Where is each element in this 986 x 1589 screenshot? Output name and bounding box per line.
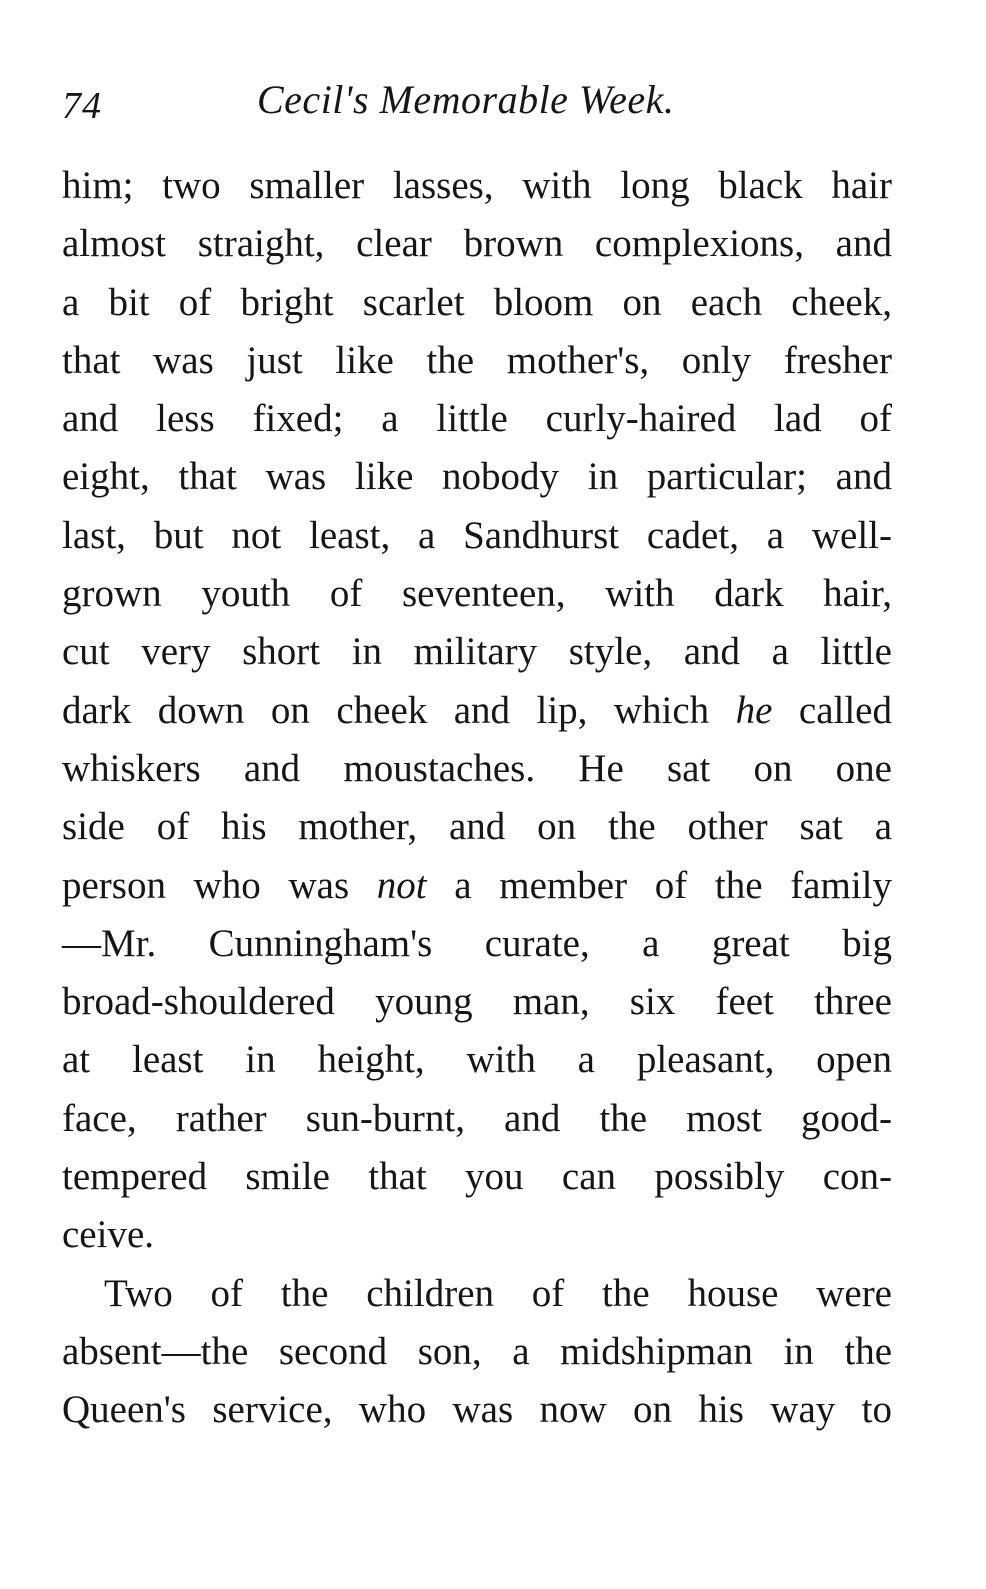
text-line bbox=[62, 682, 892, 740]
running-title: Cecil's Memorable Week. bbox=[257, 77, 675, 122]
text-line: —Mr. Cunningham's curate, a great big bbox=[62, 921, 892, 965]
text-line bbox=[62, 857, 892, 915]
text-line: last, but not least, a Sandhurst cadet, a well- bbox=[62, 513, 892, 557]
page-header bbox=[62, 70, 892, 140]
text-line: ceive. bbox=[62, 1213, 155, 1257]
paragraph bbox=[62, 1265, 892, 1440]
page-number: 74 bbox=[62, 85, 102, 127]
text-line: broad-shouldered young man, six feet three bbox=[62, 980, 892, 1024]
body-text bbox=[62, 157, 892, 1440]
text-segment: called bbox=[772, 688, 892, 732]
italic-emphasis: he bbox=[735, 688, 773, 732]
text-line: whiskers and moustaches. He sat on one bbox=[62, 746, 892, 790]
text-line: tempered smile that you can possibly con- bbox=[62, 1155, 892, 1199]
text-line: a bit of bright scarlet bloom on each cheek, bbox=[62, 280, 892, 324]
text-line: Queen's service, who was now on his way to bbox=[62, 1388, 892, 1432]
text-line: face, rather sun-burnt, and the most good- bbox=[62, 1096, 892, 1140]
text-line: Two of the children of the house were bbox=[104, 1271, 892, 1315]
text-line: side of his mother, and on the other sat a bbox=[62, 805, 892, 849]
italic-emphasis: not bbox=[376, 863, 427, 907]
text-line: cut very short in military style, and a little bbox=[62, 630, 892, 674]
text-line: and less fixed; a little curly-haired lad of bbox=[62, 397, 892, 441]
text-line: eight, that was like nobody in particular; and bbox=[62, 455, 892, 499]
text-line: almost straight, clear brown complexions, and bbox=[62, 222, 892, 266]
paragraph bbox=[62, 157, 892, 1265]
text-line: absent—the second son, a midshipman in the bbox=[62, 1329, 892, 1373]
text-line: grown youth of seventeen, with dark hair, bbox=[62, 572, 892, 616]
text-segment: dark down on cheek and lip, which bbox=[62, 688, 736, 732]
text-line: that was just like the mother's, only fresher bbox=[62, 338, 892, 382]
text-line: him; two smaller lasses, with long black hair bbox=[62, 164, 892, 207]
text-segment: a member of the family bbox=[426, 863, 892, 907]
text-line: at least in height, with a pleasant, open bbox=[62, 1038, 892, 1082]
text-segment: person who was bbox=[62, 863, 377, 907]
